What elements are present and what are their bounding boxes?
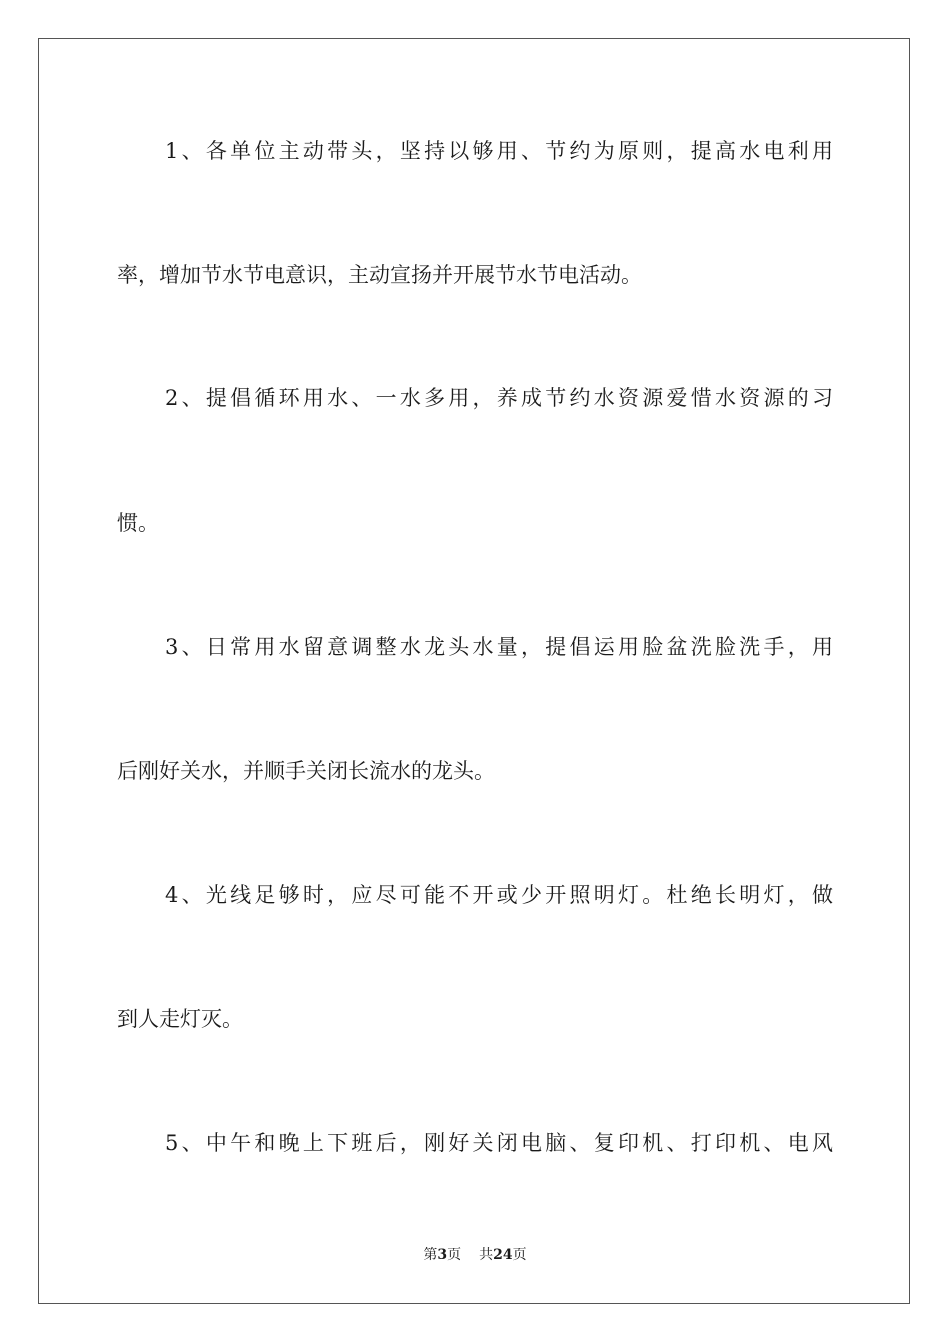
total-suffix: 页 [512, 1247, 527, 1263]
paragraph-1-line-2: 率，增加节水节电意识，主动宣扬并开展节水节电活动。 [117, 263, 642, 287]
paragraph-1-line-1: 1、各单位主动带头，坚持以够用、节约为原则，提高水电利用 [165, 139, 833, 163]
page-prefix: 第 [423, 1247, 438, 1263]
page-footer [0, 1245, 950, 1265]
paragraph-5-line-1: 5、中午和晚上下班后，刚好关闭电脑、复印机、打印机、电风 [165, 1131, 833, 1155]
page-number: 3 [437, 1247, 448, 1263]
total-pages: 24 [493, 1247, 513, 1263]
page-border [38, 38, 910, 1304]
page-suffix: 页 [447, 1247, 462, 1263]
paragraph-4-line-2: 到人走灯灭。 [117, 1007, 243, 1031]
paragraph-2-line-1: 2、提倡循环用水、一水多用，养成节约水资源爱惜水资源的习 [165, 386, 833, 410]
total-prefix: 共 [479, 1247, 494, 1263]
paragraph-4-line-1: 4、光线足够时，应尽可能不开或少开照明灯。杜绝长明灯，做 [165, 883, 833, 907]
paragraph-3-line-2: 后刚好关水，并顺手关闭长流水的龙头。 [117, 759, 495, 783]
paragraph-3-line-1: 3、日常用水留意调整水龙头水量，提倡运用脸盆洗脸洗手，用 [165, 635, 833, 659]
paragraph-2-line-2: 惯。 [117, 511, 159, 535]
